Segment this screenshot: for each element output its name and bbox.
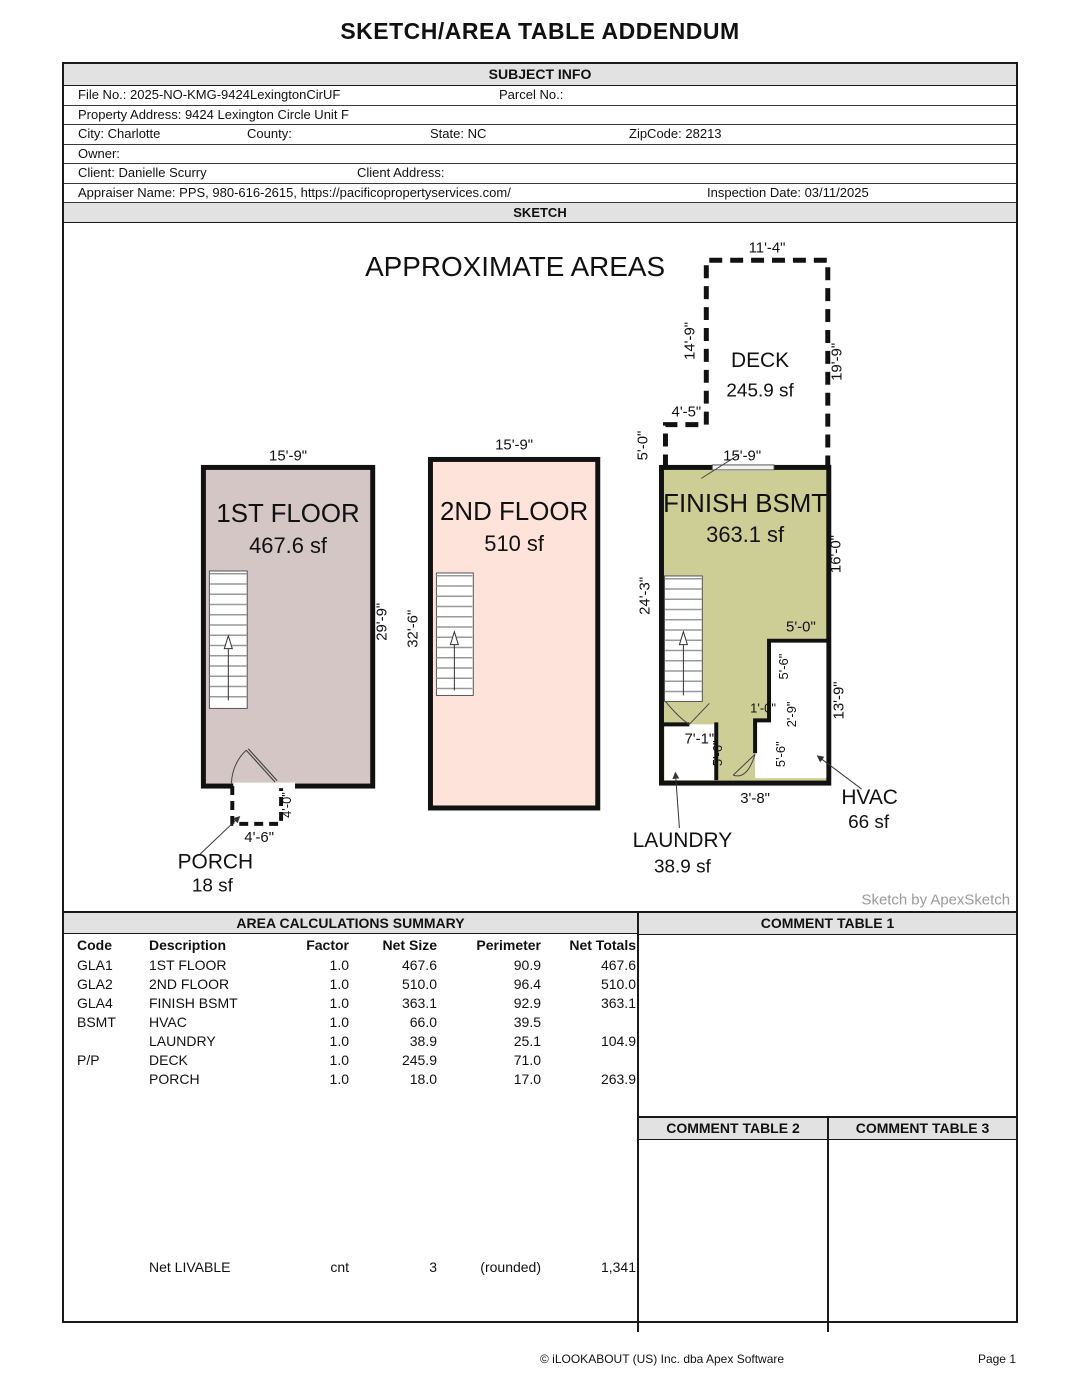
basement-right-upper-dim: 16'-0": [827, 535, 845, 574]
basement-area: 363.1 sf: [706, 522, 785, 548]
second-floor-staircase: [436, 573, 473, 695]
parcel-no-field: Parcel No.:: [499, 87, 564, 102]
table-row: BSMT HVAC 1.0 66.0 39.5: [77, 1014, 541, 1030]
hvac-left-lower-dim: 5'-6": [772, 741, 788, 768]
deck-right-dim: 19'-9": [828, 342, 846, 381]
zipcode-field: ZipCode: 28213: [629, 126, 722, 141]
hvac-title: HVAC: [841, 786, 898, 810]
footer-copyright: © iLOOKABOUT (US) Inc. dba Apex Software: [540, 1352, 785, 1366]
porch-height-dim: 4'-0": [279, 792, 295, 818]
first-floor-area: 467.6 sf: [249, 533, 328, 559]
floor-plan-sketch: [64, 223, 1016, 911]
comment-tables: [639, 913, 1016, 1332]
porch-title: PORCH: [177, 850, 254, 874]
footer-page-number: Page 1: [977, 1352, 1016, 1366]
sketch-section-header: SKETCH: [64, 203, 1016, 223]
comment-table-1: [639, 913, 1016, 1118]
table-row: GLA2 2ND FLOOR 1.0 510.0 96.4 510.0: [77, 976, 636, 992]
subject-info-row-appraiser: [64, 184, 1016, 204]
laundry-area: 38.9 sf: [654, 856, 711, 878]
subject-info-row-owner: [64, 145, 1016, 165]
porch-width-dim: 4'-6": [244, 828, 275, 846]
laundry-width-dim: 7'-1": [684, 730, 715, 748]
area-calc-header: AREA CALCULATIONS SUMMARY: [64, 913, 637, 934]
porch-leader-arrow: [199, 817, 239, 855]
comment-table-3: [829, 1118, 1016, 1332]
approximate-areas-note: APPROXIMATE AREAS: [365, 251, 666, 283]
second-floor-width-dim: 15'-9": [495, 436, 534, 454]
hvac-top-dim: 5'-0": [786, 618, 816, 636]
porch-area: 18 sf: [191, 875, 233, 897]
document-frame: [62, 62, 1018, 1323]
tables-section: [64, 911, 1016, 1332]
inspection-date-field: Inspection Date: 03/11/2025: [707, 184, 869, 200]
second-floor-height-dim: 32'-6": [404, 609, 422, 648]
net-livable-row: Net LIVABLE cnt 3 (rounded) 1,341: [149, 1259, 636, 1275]
page-title: SKETCH/AREA TABLE ADDENDUM: [340, 18, 740, 44]
property-address-field: Property Address: 9424 Lexington Circle Unit F: [78, 106, 349, 122]
table-row: P/P DECK 1.0 245.9 71.0: [77, 1052, 541, 1068]
laundry-title: LAUNDRY: [632, 828, 733, 852]
hvac-step-v-dim: 2'-9": [783, 701, 799, 728]
first-floor-height-dim: 29'-9": [373, 602, 391, 641]
deck-step-dim: 4'-5": [671, 403, 702, 421]
owner-field: Owner:: [78, 145, 120, 161]
second-floor-area: 510 sf: [484, 531, 544, 557]
hvac-area: 66 sf: [848, 811, 890, 833]
table-row: GLA1 1ST FLOOR 1.0 467.6 90.9 467.6: [77, 957, 636, 973]
subject-info-row-city: [64, 125, 1016, 145]
basement-right-lower-dim: 13'-9": [830, 681, 848, 720]
area-calc-column-headers: Code Description Factor Net Size Perimeter Net Totals: [77, 937, 636, 953]
deck-step-v-dim: 5'-0": [634, 430, 652, 461]
second-floor-title: 2ND FLOOR: [440, 498, 589, 527]
subject-info-header: SUBJECT INFO: [64, 64, 1016, 86]
basement-staircase: [664, 576, 702, 701]
comment-table-2-header: COMMENT TABLE 2: [639, 1118, 827, 1140]
client-field: Client: Danielle Scurry: [78, 165, 207, 180]
first-floor-staircase: [209, 571, 247, 708]
comment-tables-lower: [639, 1118, 1016, 1332]
deck-area: 245.9 sf: [726, 380, 794, 402]
apexsketch-watermark: Sketch by ApexSketch: [861, 891, 1011, 909]
basement-title: FINISH BSMT: [663, 490, 828, 519]
state-field: State: NC: [430, 126, 487, 141]
table-row: GLA4 FINISH BSMT 1.0 363.1 92.9 363.1: [77, 995, 636, 1011]
deck-top-dim: 11'-4": [748, 239, 786, 257]
comment-table-3-header: COMMENT TABLE 3: [829, 1118, 1016, 1140]
appraiser-field: Appraiser Name: PPS, 980-616-2615, https://pacificopropertyservices.com/: [78, 184, 511, 200]
laundry-right-dim: 5'-6": [710, 740, 726, 767]
subject-info-row-client: [64, 164, 1016, 184]
county-field: County:: [247, 126, 292, 141]
area-calc-table: [64, 913, 639, 1332]
floor-plan-svg: [64, 223, 1016, 911]
hall-width-dim: 3'-8": [740, 790, 770, 808]
city-field: City: Charlotte: [78, 126, 161, 141]
deck-title: DECK: [731, 348, 790, 372]
client-address-field: Client Address:: [357, 165, 445, 180]
hvac-step-dim: 1'-0": [750, 700, 776, 716]
comment-table-2: [639, 1118, 829, 1332]
table-row: PORCH 1.0 18.0 17.0 263.9: [149, 1071, 636, 1087]
first-floor-title: 1ST FLOOR: [216, 500, 360, 529]
basement-width-dim: 15'-9": [723, 447, 762, 465]
subject-info-row-file: [64, 86, 1016, 106]
file-no-field: File No.: 2025-NO-KMG-9424LexingtonCirUF: [78, 87, 341, 102]
comment-table-1-header: COMMENT TABLE 1: [639, 913, 1016, 935]
hvac-left-upper-dim: 5'-6": [775, 653, 791, 680]
porch-outline: [232, 786, 281, 824]
basement-left-dim: 24'-3": [636, 576, 654, 615]
first-floor-width-dim: 15'-9": [269, 447, 308, 465]
subject-info-row-address: [64, 106, 1016, 126]
table-row: LAUNDRY 1.0 38.9 25.1 104.9: [149, 1033, 636, 1049]
deck-left-dim: 14'-9": [681, 321, 699, 360]
